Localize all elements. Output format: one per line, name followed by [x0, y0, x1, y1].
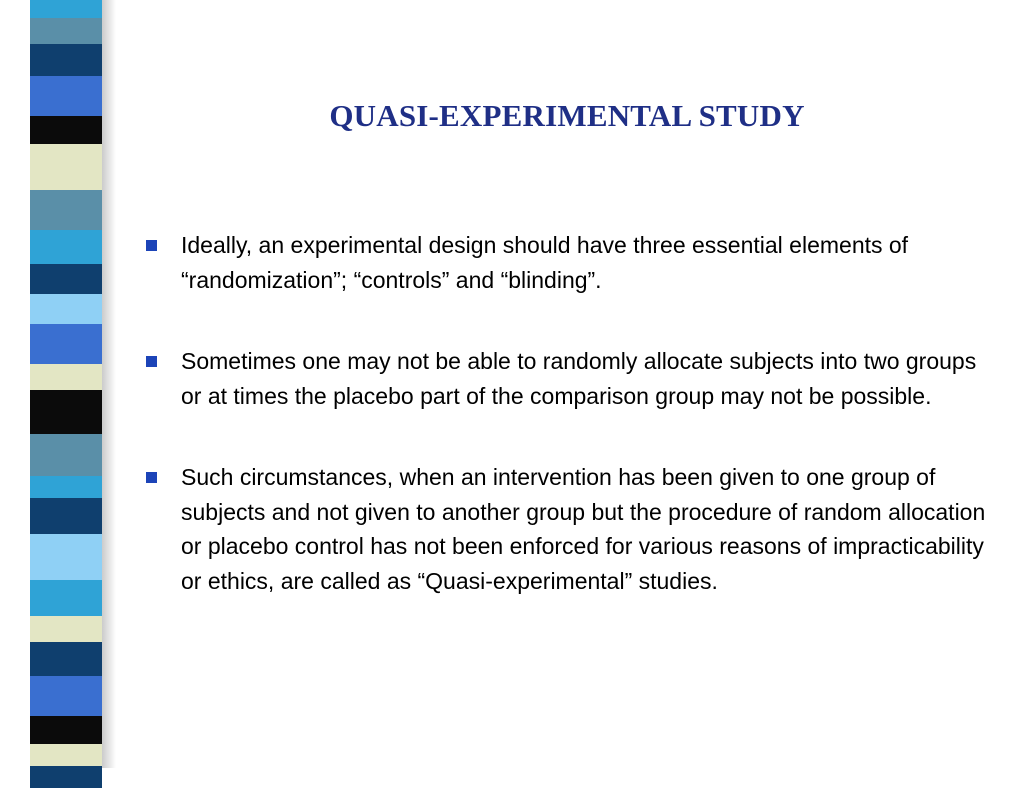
- stripe-segment: [30, 116, 102, 144]
- stripe-segment: [30, 390, 102, 434]
- stripe-segment: [30, 324, 102, 364]
- stripe-segment: [30, 364, 102, 390]
- bullet-text: Sometimes one may not be able to randomly allocate subjects into two groups or at times the placebo part of the comparison group may not be possible.: [181, 348, 977, 409]
- stripe-segment: [30, 0, 102, 18]
- stripe-segment: [30, 676, 102, 716]
- stripe-segment: [30, 716, 102, 744]
- stripe-segment: [30, 476, 102, 498]
- bullet-item: [140, 228, 990, 297]
- stripe-segment: [30, 44, 102, 76]
- stripe-segment: [30, 766, 102, 788]
- square-bullet-icon: [146, 356, 157, 367]
- stripe-segment: [30, 230, 102, 264]
- stripe-segment: [30, 744, 102, 766]
- stripe-segment: [30, 534, 102, 580]
- stripe-segment: [30, 264, 102, 294]
- stripe-segment: [30, 616, 102, 642]
- stripe-segment: [30, 144, 102, 190]
- bullet-text: Such circumstances, when an intervention has been given to one group of subjects and not given to another group but the procedure of random allocation or placebo control has not been enforced for various reasons of impracticability or ethics, are called as “Quasi-experimental” studies.: [181, 464, 986, 594]
- stripe-segment: [30, 190, 102, 230]
- stripe-segment: [30, 498, 102, 534]
- stripe-segment: [30, 642, 102, 676]
- bullet-list: [140, 228, 990, 645]
- stripe-segment: [30, 294, 102, 324]
- stripe-segment: [30, 18, 102, 44]
- square-bullet-icon: [146, 240, 157, 251]
- stripe-segment: [30, 580, 102, 616]
- bullet-item: [140, 460, 990, 598]
- bullet-text: Ideally, an experimental design should have three essential elements of “randomization”; “controls” and “blinding”.: [181, 232, 909, 293]
- bullet-item: [140, 344, 990, 413]
- slide-title: QUASI-EXPERIMENTAL STUDY: [329, 98, 805, 133]
- decorative-stripe-band: [30, 0, 102, 768]
- stripe-segment: [30, 434, 102, 476]
- stripe-segment: [30, 76, 102, 116]
- square-bullet-icon: [146, 472, 157, 483]
